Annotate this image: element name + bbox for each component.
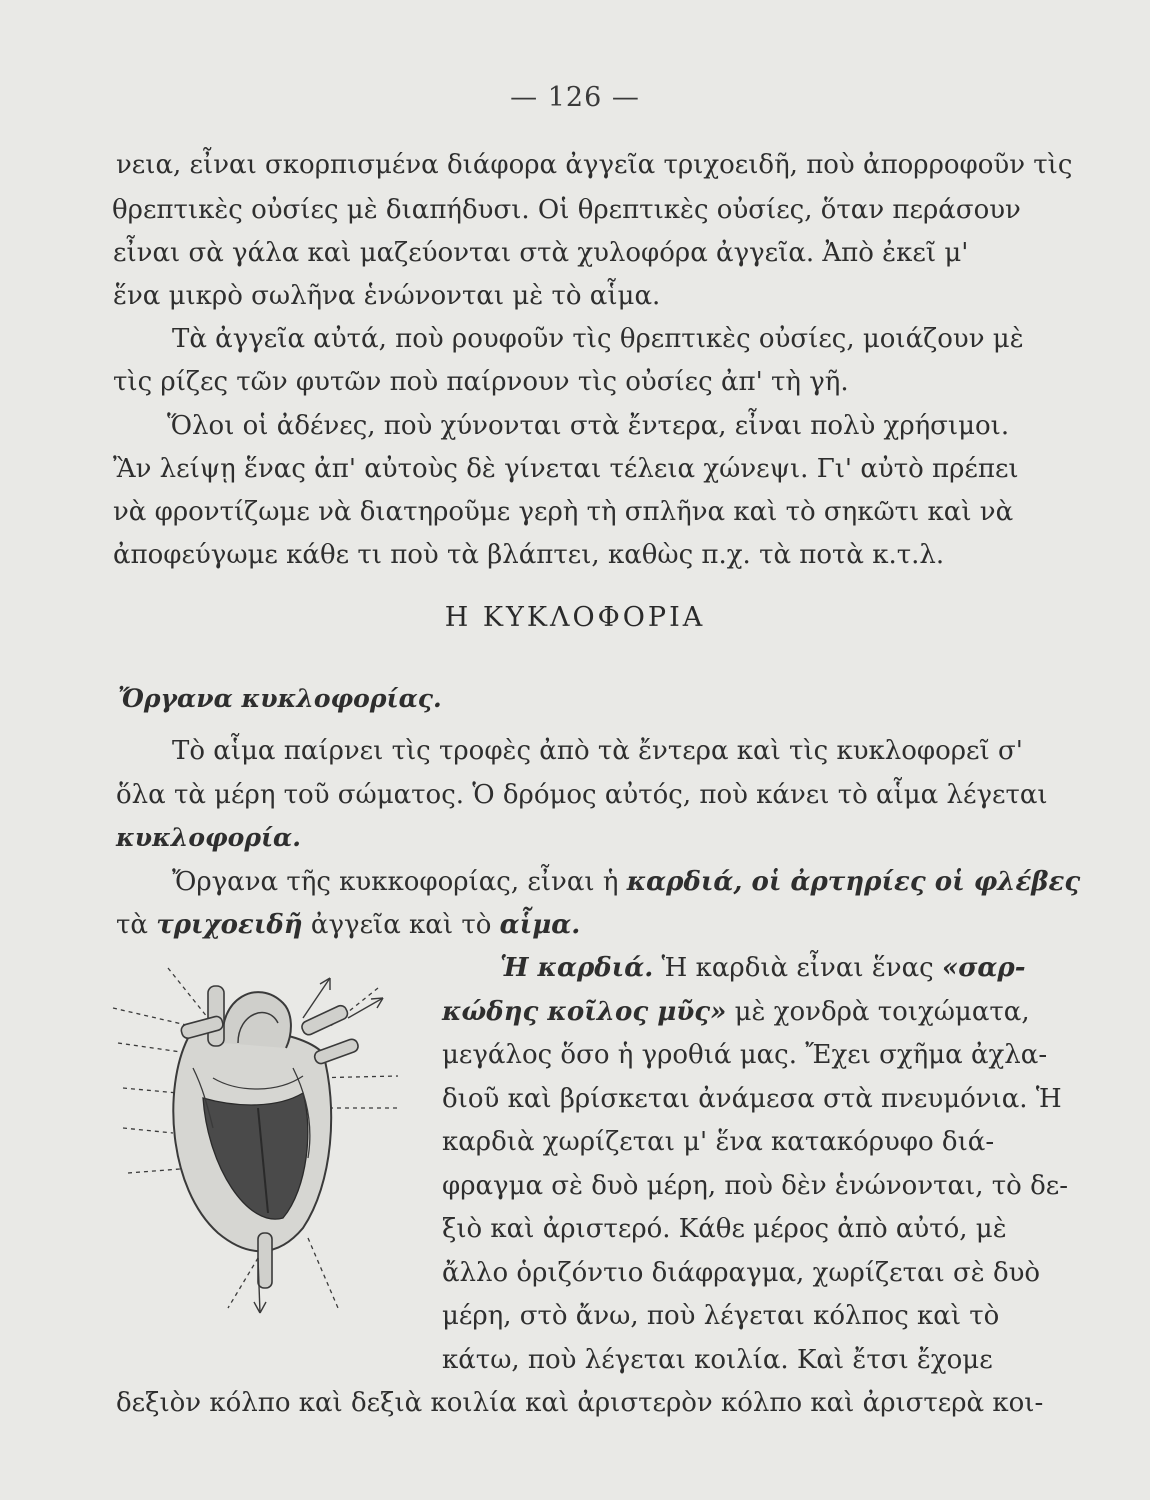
text-line: θρεπτικὲς οὐσίες μὲ διαπήδυσι. Οἱ θρεπτικὲς οὐσίες, ὅταν περάσουν: [112, 195, 1021, 225]
text-line: καρδιὰ χωρίζεται μ' ἕνα κατακόρυφο διά-: [442, 1127, 995, 1157]
text-line: ἀποφεύγωμε κάθε τι ποὺ τὰ βλάπτει, καθὼς π.χ. τὰ ποτὰ κ.τ.λ.: [113, 540, 945, 570]
text-line: μεγάλος ὅσο ἡ γροθιά μας. Ἔχει σχῆμα ἀχλα-: [442, 1040, 1048, 1070]
label-line: [308, 1238, 338, 1308]
label-line: [228, 1258, 258, 1308]
text-line-italic: κυκλοφορία.: [116, 823, 301, 852]
text-line: ἄλλο ὁριζόντιο διάφραγμα, χωρίζεται σὲ δυὸ: [442, 1258, 1041, 1288]
right-vessel-lower: [313, 1038, 360, 1066]
text-line: ξιὸ καὶ ἀριστερό. Κάθε μέρος ἀπὸ αὐτό, μὲ: [442, 1214, 1007, 1244]
right-vessel: [300, 1004, 349, 1037]
emphasis-term: αἷμα.: [499, 910, 581, 940]
emphasis-term: καρδιά, οἱ ἀρτηρίες οἱ φλέβες: [626, 867, 1081, 897]
emphasis-term: Ἡ καρδιά.: [500, 953, 654, 983]
text-line: Ἂν λείψῃ ἕνας ἀπ' αὐτοὺς δὲ γίνεται τέλεια χώνεψι. Γι' αὐτὸ πρέπει: [113, 454, 1019, 484]
text-segment: Ὄργανα τῆς κυκκοφορίας, εἶναι ἡ: [172, 867, 627, 897]
text-line: διοῦ καὶ βρίσκεται ἀνάμεσα στὰ πνευμόνια. Ἡ: [442, 1084, 1062, 1114]
emphasis-term: «σαρ-: [942, 953, 1026, 983]
text-line: φραγμα σὲ δυὸ μέρη, ποὺ δὲν ἑνώνονται, τὸ δε-: [442, 1171, 1068, 1201]
text-line: Ὅλοι οἱ ἀδένες, ποὺ χύνονται στὰ ἔντερα, εἶναι πολὺ χρήσιμοι.: [167, 411, 1010, 441]
text-line: Τὰ ἀγγεῖα αὐτά, ποὺ ρουφοῦν τὶς θρεπτικὲς οὐσίες, μοιάζουν μὲ: [172, 324, 1024, 354]
text-segment: Ἡ καρδιὰ εἶναι ἕνας: [653, 953, 942, 983]
heart-illustration: [108, 958, 428, 1318]
text-line: [442, 999, 1030, 1025]
text-line: μέρη, στὸ ἄνω, ποὺ λέγεται κόλπος καὶ τὸ: [442, 1301, 1000, 1331]
label-line: [168, 968, 208, 1018]
text-line: [116, 912, 580, 938]
text-line: Τὸ αἷμα παίρνει τὶς τροφὲς ἀπὸ τὰ ἔντερα καὶ τὶς κυκλοφορεῖ σ': [172, 736, 1023, 766]
text-line: δεξιὸν κόλπο καὶ δεξιὰ κοιλία καὶ ἀριστερὸν κόλπο καὶ ἀριστερὰ κοι-: [116, 1388, 1044, 1418]
label-line: [123, 1088, 178, 1093]
text-line: νεια, εἶναι σκορπισμένα διάφορα ἀγγεῖα τριχοειδῆ, ποὺ ἀπορροφοῦν τὶς: [116, 150, 1073, 180]
text-segment: μὲ χονδρὰ τοιχώματα,: [726, 997, 1030, 1027]
inferior-vessel: [258, 1233, 272, 1288]
text-line: τὶς ρίζες τῶν φυτῶν ποὺ παίρνουν τὶς οὐσίες ἀπ' τὴ γῆ.: [113, 367, 849, 397]
text-segment: τὰ: [116, 910, 157, 940]
subsection-title: Ὄργανα κυκλοφορίας.: [118, 684, 442, 713]
emphasis-term: τριχοειδῆ: [156, 910, 303, 940]
text-line: ἕνα μικρὸ σωλῆνα ἑνώνονται μὲ τὸ αἷμα.: [113, 281, 661, 311]
text-line: εἶναι σὰ γάλα καὶ μαζεύονται στὰ χυλοφόρα ἀγγεῖα. Ἀπὸ ἐκεῖ μ': [113, 238, 969, 268]
page-number: — 126 —: [510, 82, 640, 113]
aortic-arch: [223, 992, 291, 1048]
label-line: [118, 1043, 188, 1053]
text-line: [500, 955, 1026, 981]
section-heading: Η ΚΥΚΛΟΦΟΡΙΑ: [444, 602, 706, 633]
text-line: [172, 869, 1080, 895]
emphasis-term: κώδης κοῖλος μῦς»: [442, 997, 727, 1027]
text-line: ὅλα τὰ μέρη τοῦ σώματος. Ὁ δρόμος αὐτός, ποὺ κάνει τὸ αἷμα λέγεται: [116, 780, 1048, 810]
text-line: νὰ φροντίζωμε νὰ διατηροῦμε γερὴ τὴ σπλῆνα καὶ τὸ σηκῶτι καὶ νὰ: [113, 497, 1014, 527]
text-line: κάτω, ποὺ λέγεται κοιλία. Καὶ ἔτσι ἔχομε: [442, 1345, 993, 1375]
label-line: [123, 1128, 173, 1133]
text-segment: ἀγγεῖα καὶ τὸ: [302, 910, 500, 940]
